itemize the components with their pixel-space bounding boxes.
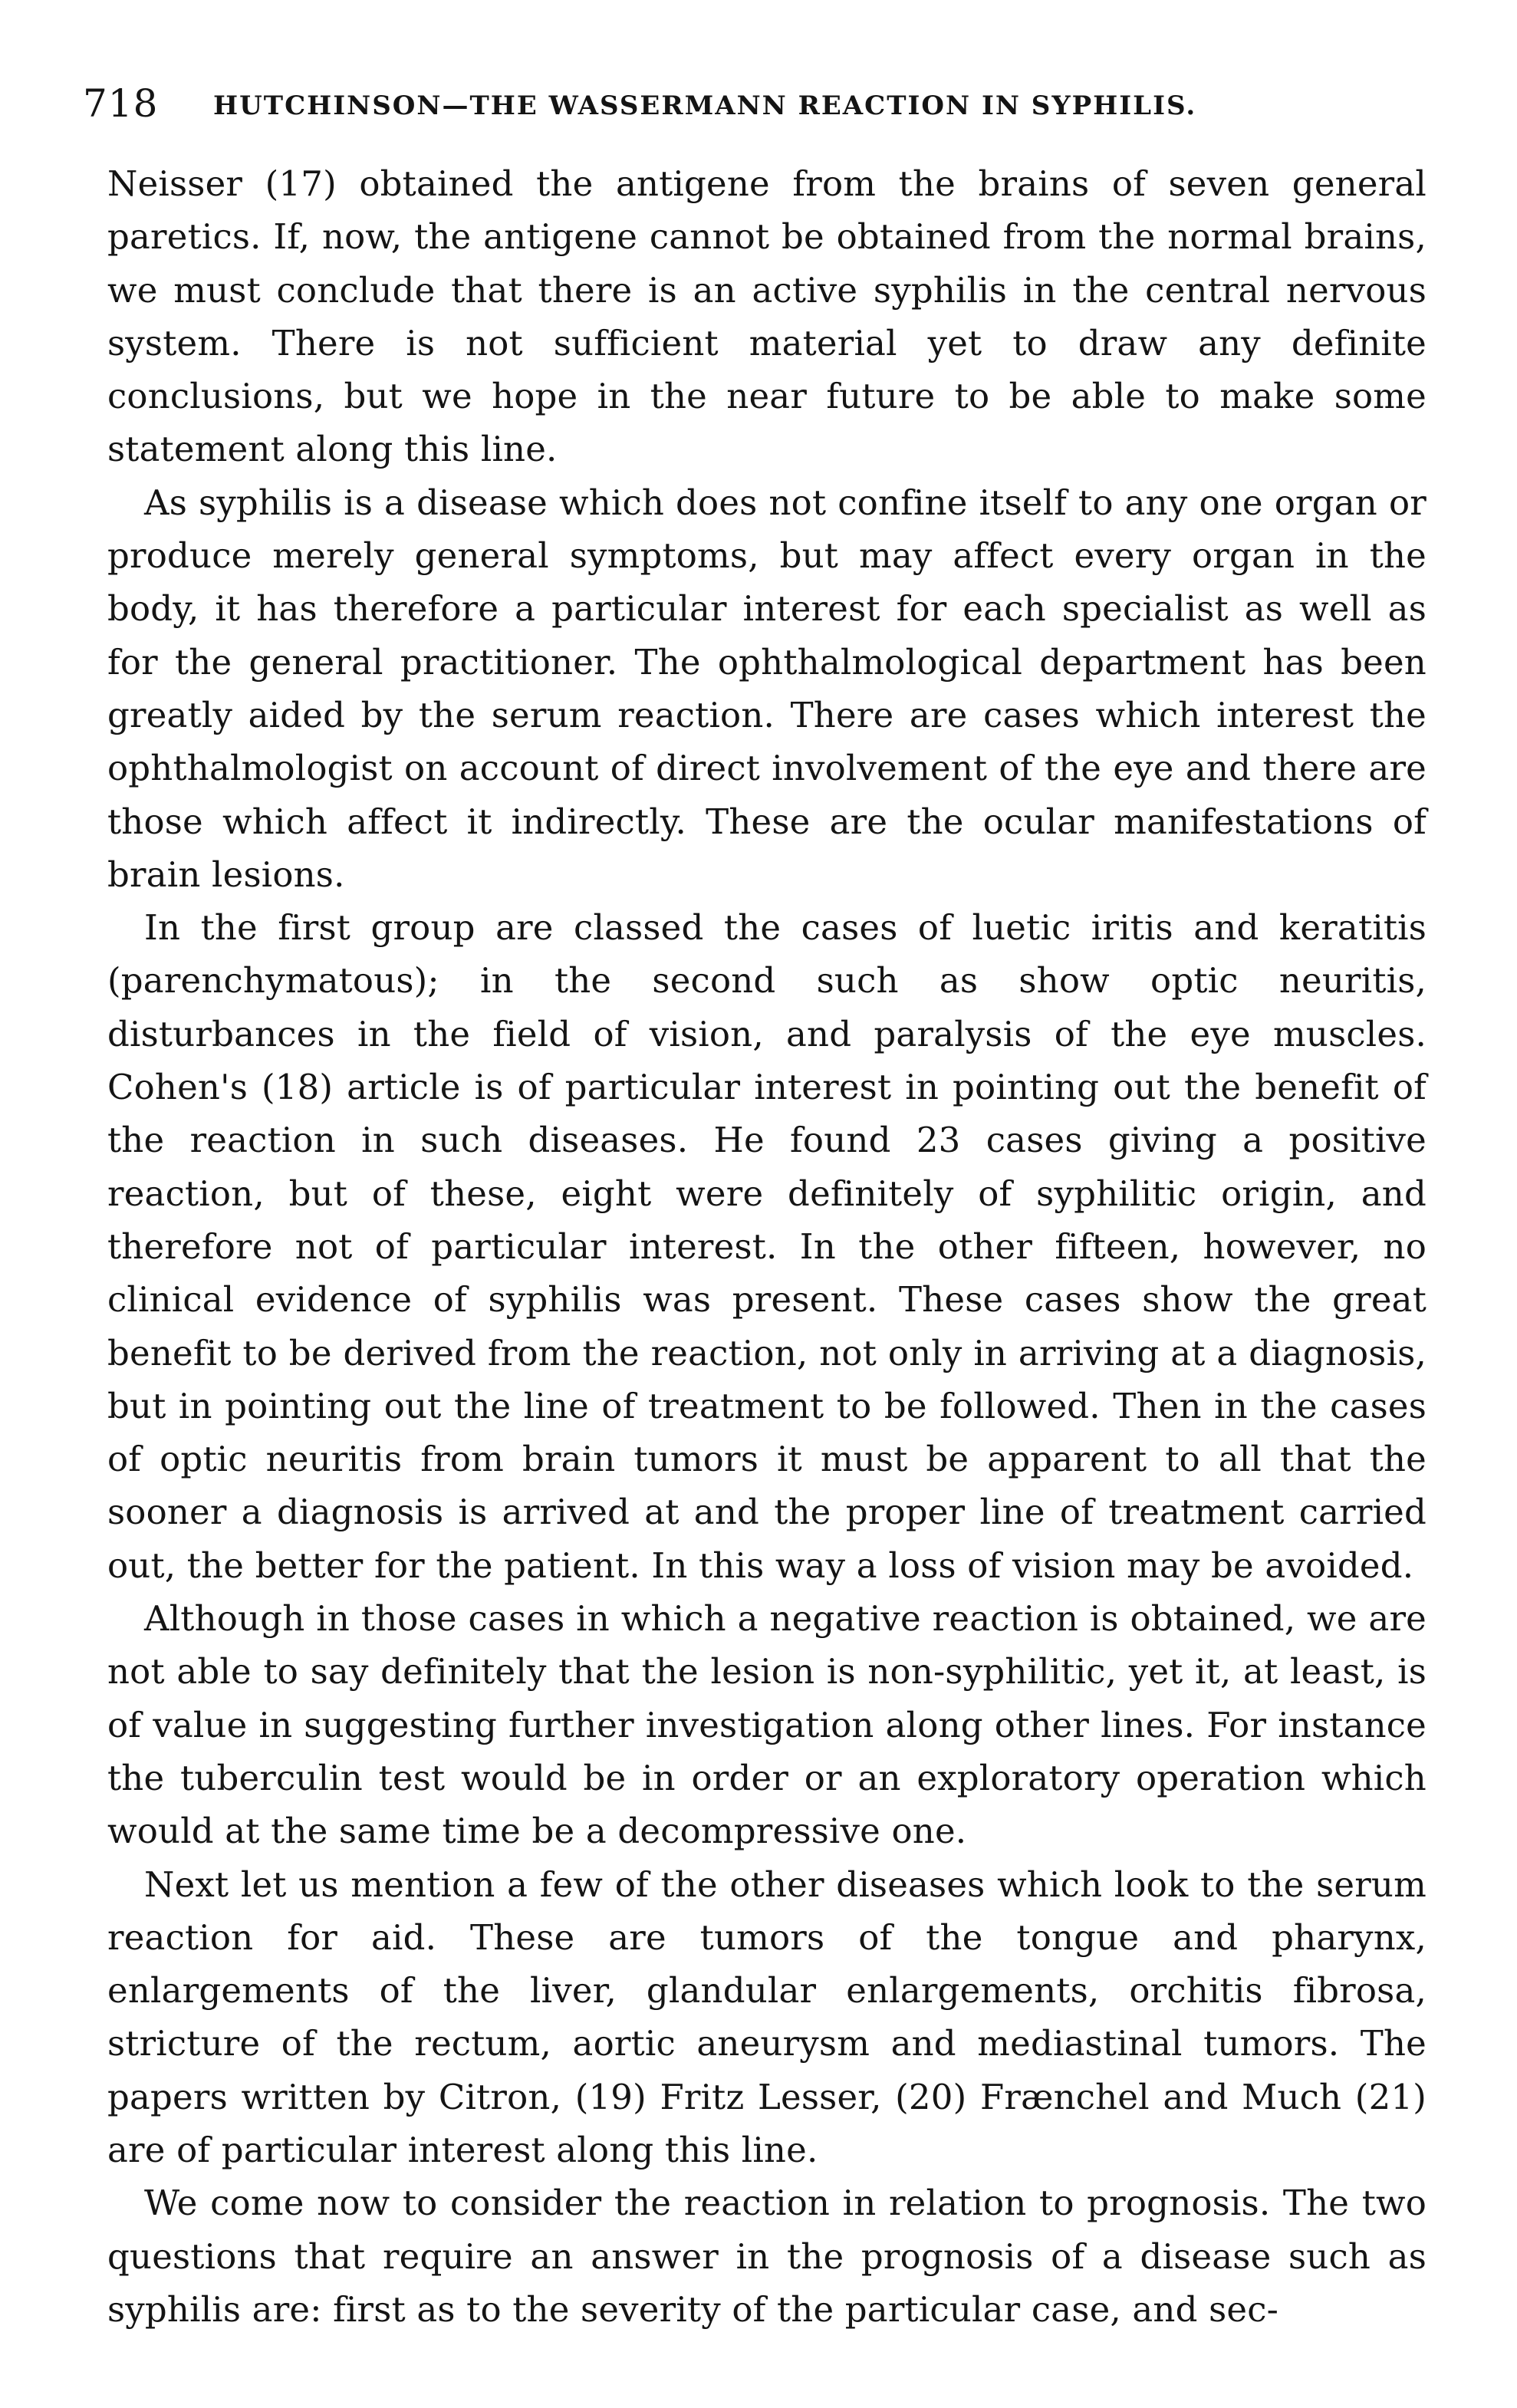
paragraph-neisser-antigene: Neisser (17) obtained the antigene from the brains of seven general paretics. If, now, the antigene cannot be obtained from the normal brains, we must conclude that there is an active syphilis in the central nervous system. There is not sufficient material yet to draw any definite conclusions, but we hope in the near future to be able to make some statement along this line. xyxy=(107,163,1427,470)
paragraph-syphilis-specialists: As syphilis is a disease which does not confine itself to any one organ or produce merely general symptoms, but may affect every organ in the body, it has therefore a particular interest for each specialist as well as for the general practitioner. The ophthalmological department has been greatly aided by the serum reaction. There are cases which interest the ophthalmologist on account of direct involvement of the eye and there are those which affect it indirectly. These are the ocular manifestations of brain lesions. xyxy=(107,482,1427,895)
paragraph-negative-reaction: Although in those cases in which a negative reaction is obtained, we are not able to say definitely that the lesion is non-syphilitic, yet it, at least, is of value in suggesting further investigation along other lines. For instance the tuberculin test would be in order or an exploratory operation which would at the same time be a decompressive one. xyxy=(107,1598,1427,1852)
paragraph-prognosis: We come now to consider the reaction in relation to prognosis. The two questions that require an answer in the prognosis of a disease such as syphilis are: first as to the severity of the particular case, and sec- xyxy=(107,2183,1427,2330)
page-number: 718 xyxy=(83,81,159,126)
body-text xyxy=(107,157,1427,2336)
page-header xyxy=(83,77,1433,130)
paragraph-first-group-eye: In the first group are classed the cases of luetic iritis and keratitis (parenchymatous); in the second such as show optic neuritis, disturbances in the field of vision, and paralysis of the eye muscles. Cohen's (18) article is of particular interest in pointing out the benefit of the reaction in such diseases. He found 23 cases giving a positive reaction, but of these, eight were definitely of syphilitic origin, and therefore not of particular interest. In the other fifteen, however, no clinical evidence of syphilis was present. These cases show the great benefit to be derived from the reaction, not only in arriving at a diagnosis, but in pointing out the line of treatment to be followed. Then in the cases of optic neuritis from brain tumors it must be apparent to all that the sooner a diagnosis is arrived at and the proper line of treatment carried out, the better for the patient. In this way a loss of vision may be avoided. xyxy=(107,907,1427,1586)
paragraph-other-diseases: Next let us mention a few of the other diseases which look to the serum reaction for aid. These are tumors of the tongue and pharynx, enlargements of the liver, glandular enlargements, orchitis fibrosa, stricture of the rectum, aortic aneurysm and mediastinal tumors. The papers written by Citron, (19) Fritz Lesser, (20) Frænchel and Much (21) are of particular interest along this line. xyxy=(107,1864,1427,2170)
running-head: HUTCHINSON—THE WASSERMANN REACTION IN SYPHILIS. xyxy=(213,90,1197,121)
